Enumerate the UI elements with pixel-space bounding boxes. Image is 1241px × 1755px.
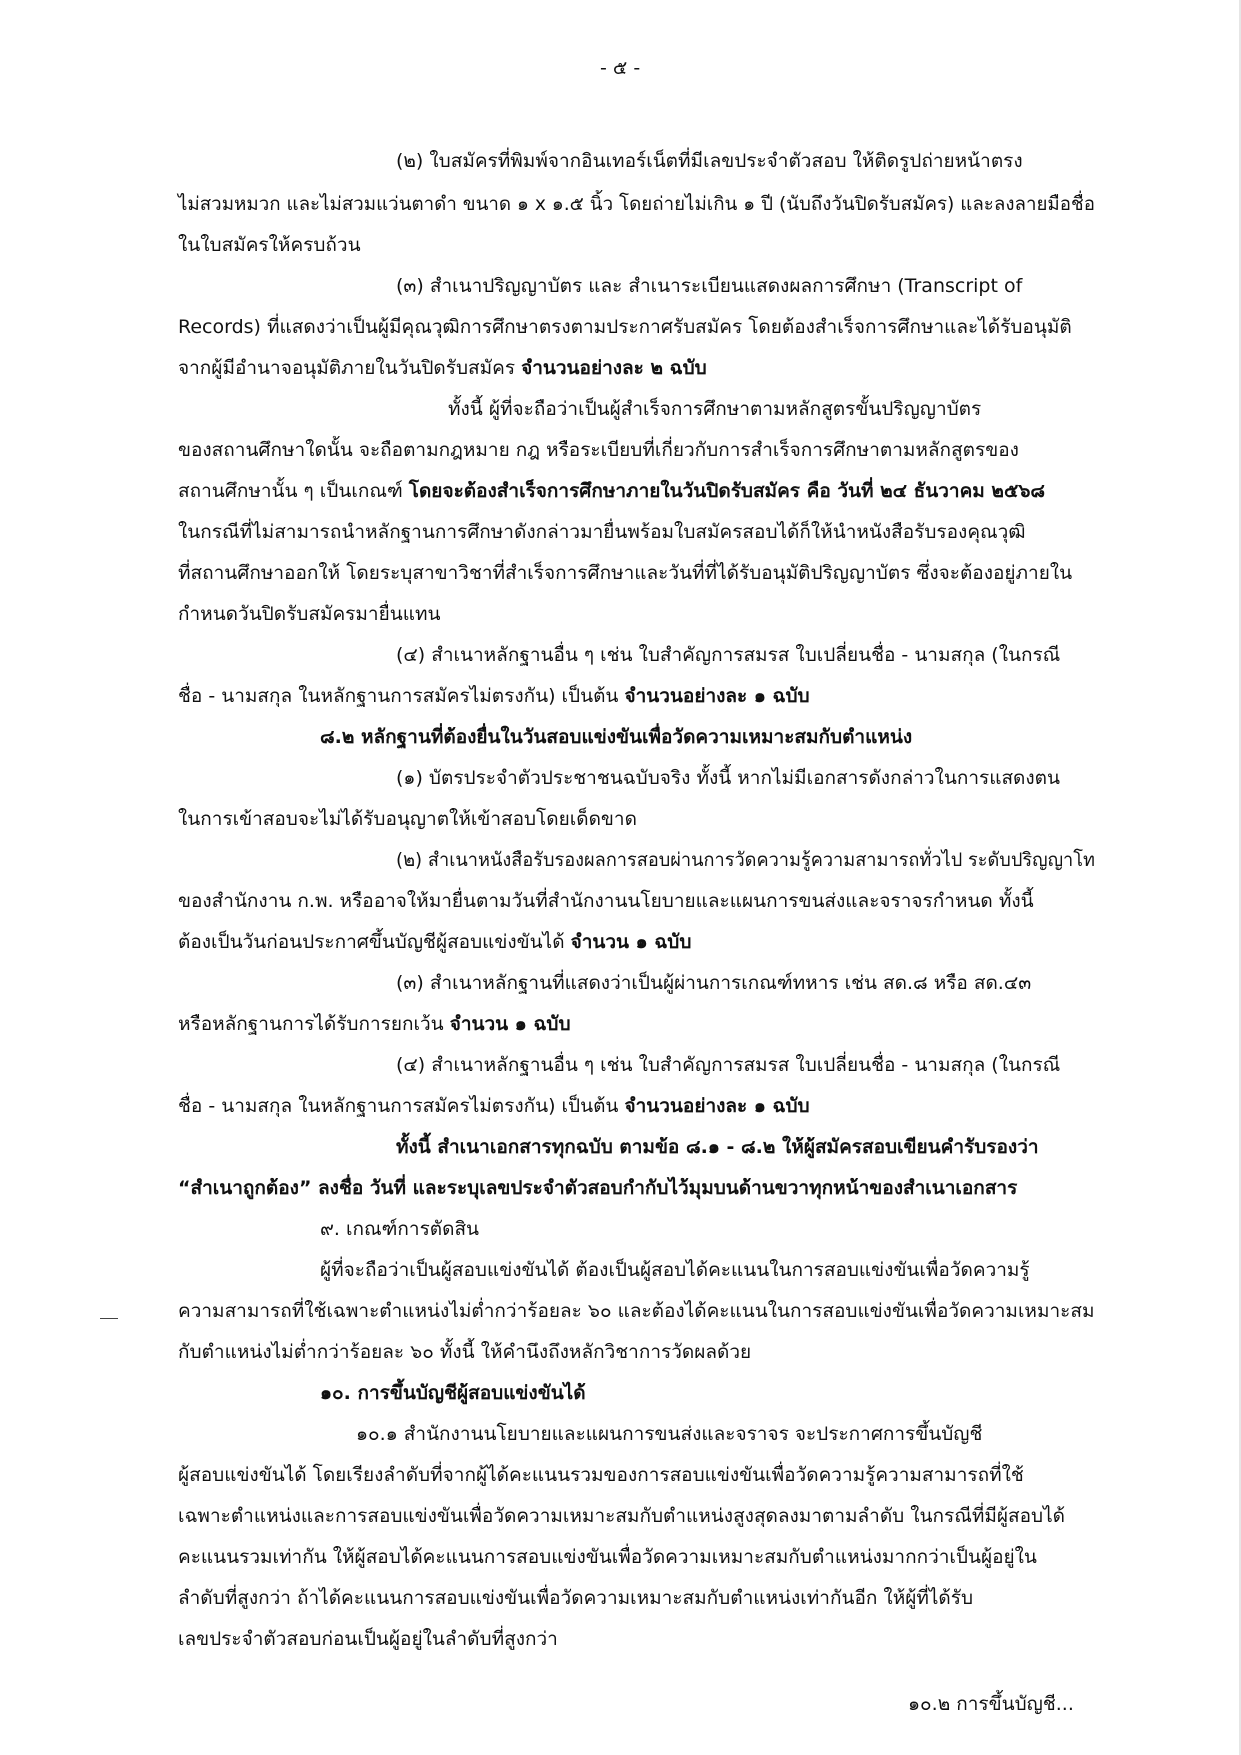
section-heading: ๑๐. การขึ้นบัญชีผู้สอบแข่งขันได้ bbox=[320, 1382, 586, 1404]
text-line: ในใบสมัครให้ครบถ้วน bbox=[178, 234, 361, 256]
text-line: ทั้งนี้ ผู้ที่จะถือว่าเป็นผู้สำเร็จการศึกษาตามหลักสูตรขั้นปริญญาบัตร bbox=[448, 398, 982, 420]
text-line: ไม่สวมหมวก และไม่สวมแว่นตาดำ ขนาด ๑ x ๑.๕ นิ้ว โดยถ่ายไม่เกิน ๑ ปี (นับถึงวันปิดรับสมัคร) และลงลายมือชื่อ bbox=[178, 193, 1095, 215]
text-line: เลขประจำตัวสอบก่อนเป็นผู้อยู่ในลำดับที่สูงกว่า bbox=[178, 1628, 558, 1650]
text-line: (๒) ใบสมัครที่พิมพ์จากอินเทอร์เน็ตที่มีเลขประจำตัวสอบ ให้ติดรูปถ่ายหน้าตรง bbox=[396, 150, 1023, 172]
text-line: ความสามารถที่ใช้เฉพาะตำแหน่งไม่ต่ำกว่าร้อยละ ๖๐ และต้องได้คะแนนในการสอบแข่งขันเพื่อวัดความเหมาะสม bbox=[178, 1300, 1095, 1322]
page-number: - ๕ - bbox=[600, 57, 641, 79]
text-line: ผู้ที่จะถือว่าเป็นผู้สอบแข่งขันได้ ต้องเป็นผู้สอบได้คะแนนในการสอบแข่งขันเพื่อวัดความรู้ bbox=[320, 1259, 1030, 1281]
text-line: ๑๐.๑ สำนักงานนโยบายและแผนการขนส่งและจราจร จะประกาศการขึ้นบัญชี bbox=[356, 1423, 983, 1445]
continuation-text: ๑๐.๒ การขึ้นบัญชี... bbox=[908, 1693, 1074, 1715]
text-line: (๑) บัตรประจำตัวประชาชนฉบับจริง ทั้งนี้ หากไม่มีเอกสารดังกล่าวในการแสดงตน bbox=[396, 767, 1060, 789]
text-line: ของสำนักงาน ก.พ. หรืออาจให้มายื่นตามวันที่สำนักงานนโยบายและแผนการขนส่งและจราจรกำหนด ทั้งนี้ bbox=[178, 890, 1034, 912]
text-line: เฉพาะตำแหน่งและการสอบแข่งขันเพื่อวัดความเหมาะสมกับตำแหน่งสูงสุดลงมาตามลำดับ ในกรณีที่มีผู้สอบได้ bbox=[178, 1505, 1066, 1527]
text-line: ชื่อ - นามสกุล ในหลักฐานการสมัครไม่ตรงกัน) เป็นต้น จำนวนอย่างละ ๑ ฉบับ bbox=[178, 1095, 810, 1117]
text-line: สถานศึกษานั้น ๆ เป็นเกณฑ์ โดยจะต้องสำเร็จการศึกษาภายในวันปิดรับสมัคร คือ วันที่ ๒๔ ธันวาคม ๒๕๖๘ bbox=[178, 480, 1046, 502]
text-line: คะแนนรวมเท่ากัน ให้ผู้สอบได้คะแนนการสอบแข่งขันเพื่อวัดความเหมาะสมกับตำแหน่งมากกว่าเป็นผู้อยู่ใน bbox=[178, 1546, 1037, 1568]
margin-mark bbox=[100, 1318, 118, 1319]
section-heading: ๘.๒ หลักฐานที่ต้องยื่นในวันสอบแข่งขันเพื่อวัดความเหมาะสมกับตำแหน่ง bbox=[320, 726, 913, 748]
text-line: หรือหลักฐานการได้รับการยกเว้น จำนวน ๑ ฉบับ bbox=[178, 1013, 571, 1035]
text-line: “สำเนาถูกต้อง” ลงชื่อ วันที่ และระบุเลขประจำตัวสอบกำกับไว้มุมบนด้านขวาทุกหน้าของสำเนาเอกสาร bbox=[178, 1177, 1018, 1199]
text-line: (๓) สำเนาปริญญาบัตร และ สำเนาระเบียนแสดงผลการศึกษา (Transcript of bbox=[396, 275, 1023, 297]
text-line: ของสถานศึกษาใดนั้น จะถือตามกฎหมาย กฎ หรือระเบียบที่เกี่ยวกับการสำเร็จการศึกษาตามหลักสูตรของ bbox=[178, 439, 1019, 461]
text-line: ผู้สอบแข่งขันได้ โดยเรียงลำดับที่จากผู้ได้คะแนนรวมของการสอบแข่งขันเพื่อวัดความรู้ความสามารถที่ใช้ bbox=[178, 1464, 1024, 1486]
text-line: (๔) สำเนาหลักฐานอื่น ๆ เช่น ใบสำคัญการสมรส ใบเปลี่ยนชื่อ - นามสกุล (ในกรณี bbox=[396, 1054, 1061, 1076]
text-line: กับตำแหน่งไม่ต่ำกว่าร้อยละ ๖๐ ทั้งนี้ ให้คำนึงถึงหลักวิชาการวัดผลด้วย bbox=[178, 1341, 752, 1363]
text-line: ในกรณีที่ไม่สามารถนำหลักฐานการศึกษาดังกล่าวมายื่นพร้อมใบสมัครสอบได้ก็ให้นำหนังสือรับรองคุณวุฒิ bbox=[178, 521, 1026, 543]
text-line: ที่สถานศึกษาออกให้ โดยระบุสาขาวิชาที่สำเร็จการศึกษาและวันที่ที่ได้รับอนุมัติปริญญาบัตร ซึ่งจะต้องอยู่ภายใน bbox=[178, 562, 1073, 584]
text-line: ทั้งนี้ สำเนาเอกสารทุกฉบับ ตามข้อ ๘.๑ - ๘.๒ ให้ผู้สมัครสอบเขียนคำรับรองว่า bbox=[396, 1136, 1039, 1158]
text-line: (๒) สำเนาหนังสือรับรองผลการสอบผ่านการวัดความรู้ความสามารถทั่วไป ระดับปริญญาโท bbox=[396, 849, 1095, 871]
text-line: (๓) สำเนาหลักฐานที่แสดงว่าเป็นผู้ผ่านการเกณฑ์ทหาร เช่น สด.๘ หรือ สด.๔๓ bbox=[396, 972, 1032, 994]
text-line: กำหนดวันปิดรับสมัครมายื่นแทน bbox=[178, 603, 441, 625]
text-line: ชื่อ - นามสกุล ในหลักฐานการสมัครไม่ตรงกัน) เป็นต้น จำนวนอย่างละ ๑ ฉบับ bbox=[178, 685, 810, 707]
section-heading: ๙. เกณฑ์การตัดสิน bbox=[320, 1218, 480, 1240]
text-line: ในการเข้าสอบจะไม่ได้รับอนุญาตให้เข้าสอบโดยเด็ดขาด bbox=[178, 808, 637, 830]
text-line: (๔) สำเนาหลักฐานอื่น ๆ เช่น ใบสำคัญการสมรส ใบเปลี่ยนชื่อ - นามสกุล (ในกรณี bbox=[396, 644, 1061, 666]
text-line: ลำดับที่สูงกว่า ถ้าได้คะแนนการสอบแข่งขันเพื่อวัดความเหมาะสมกับตำแหน่งเท่ากันอีก ให้ผู้ที่ได้รับ bbox=[178, 1587, 974, 1609]
text-line: จากผู้มีอำนาจอนุมัติภายในวันปิดรับสมัคร จำนวนอย่างละ ๒ ฉบับ bbox=[178, 357, 707, 379]
text-line: Records) ที่แสดงว่าเป็นผู้มีคุณวุฒิการศึกษาตรงตามประกาศรับสมัคร โดยต้องสำเร็จการศึกษาและได้รับอนุมัติ bbox=[178, 316, 1072, 338]
text-line: ต้องเป็นวันก่อนประกาศขึ้นบัญชีผู้สอบแข่งขันได้ จำนวน ๑ ฉบับ bbox=[178, 931, 692, 953]
